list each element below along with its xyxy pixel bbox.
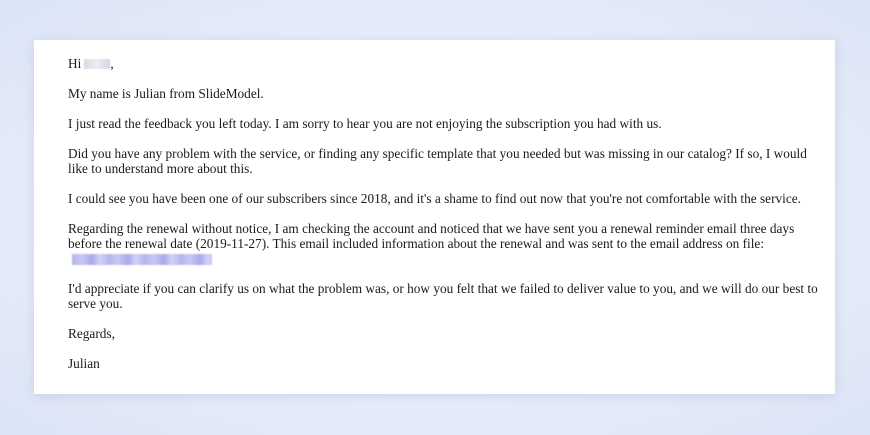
clarify-paragraph: I'd appreciate if you can clarify us on what the problem was, or how you felt that we failed to deliver value to you, and we will do our best to serve you. (68, 281, 818, 311)
regards-line: Regards, (68, 326, 115, 341)
greeting-suffix: , (110, 56, 114, 71)
feedback-paragraph: I just read the feedback you left today. I am sorry to hear you are not enjoying the subscription you had with us. (68, 116, 662, 131)
redacted-email-address (72, 254, 212, 265)
redacted-recipient-name (84, 59, 110, 69)
email-body (68, 56, 825, 371)
question-paragraph: Did you have any problem with the service, or finding any specific template that you needed but was missing in our catalog? If so, I would like to understand more about this. (68, 146, 807, 176)
subscriber-paragraph: I could see you have been one of our subscribers since 2018, and it's a shame to find out now that you're not comfortable with the service. (68, 191, 801, 206)
renewal-text: Regarding the renewal without notice, I am checking the account and noticed that we have sent you a renewal reminder email three days before the renewal date (2019-11-27). This email included information about the renewal and was sent to the email address on file: (68, 221, 795, 251)
greeting-line (68, 56, 825, 71)
greeting-prefix: Hi (68, 56, 82, 71)
intro-paragraph: My name is Julian from SlideModel. (68, 86, 264, 101)
signature-line: Julian (68, 356, 100, 371)
email-card (34, 40, 835, 394)
renewal-paragraph (68, 221, 825, 266)
